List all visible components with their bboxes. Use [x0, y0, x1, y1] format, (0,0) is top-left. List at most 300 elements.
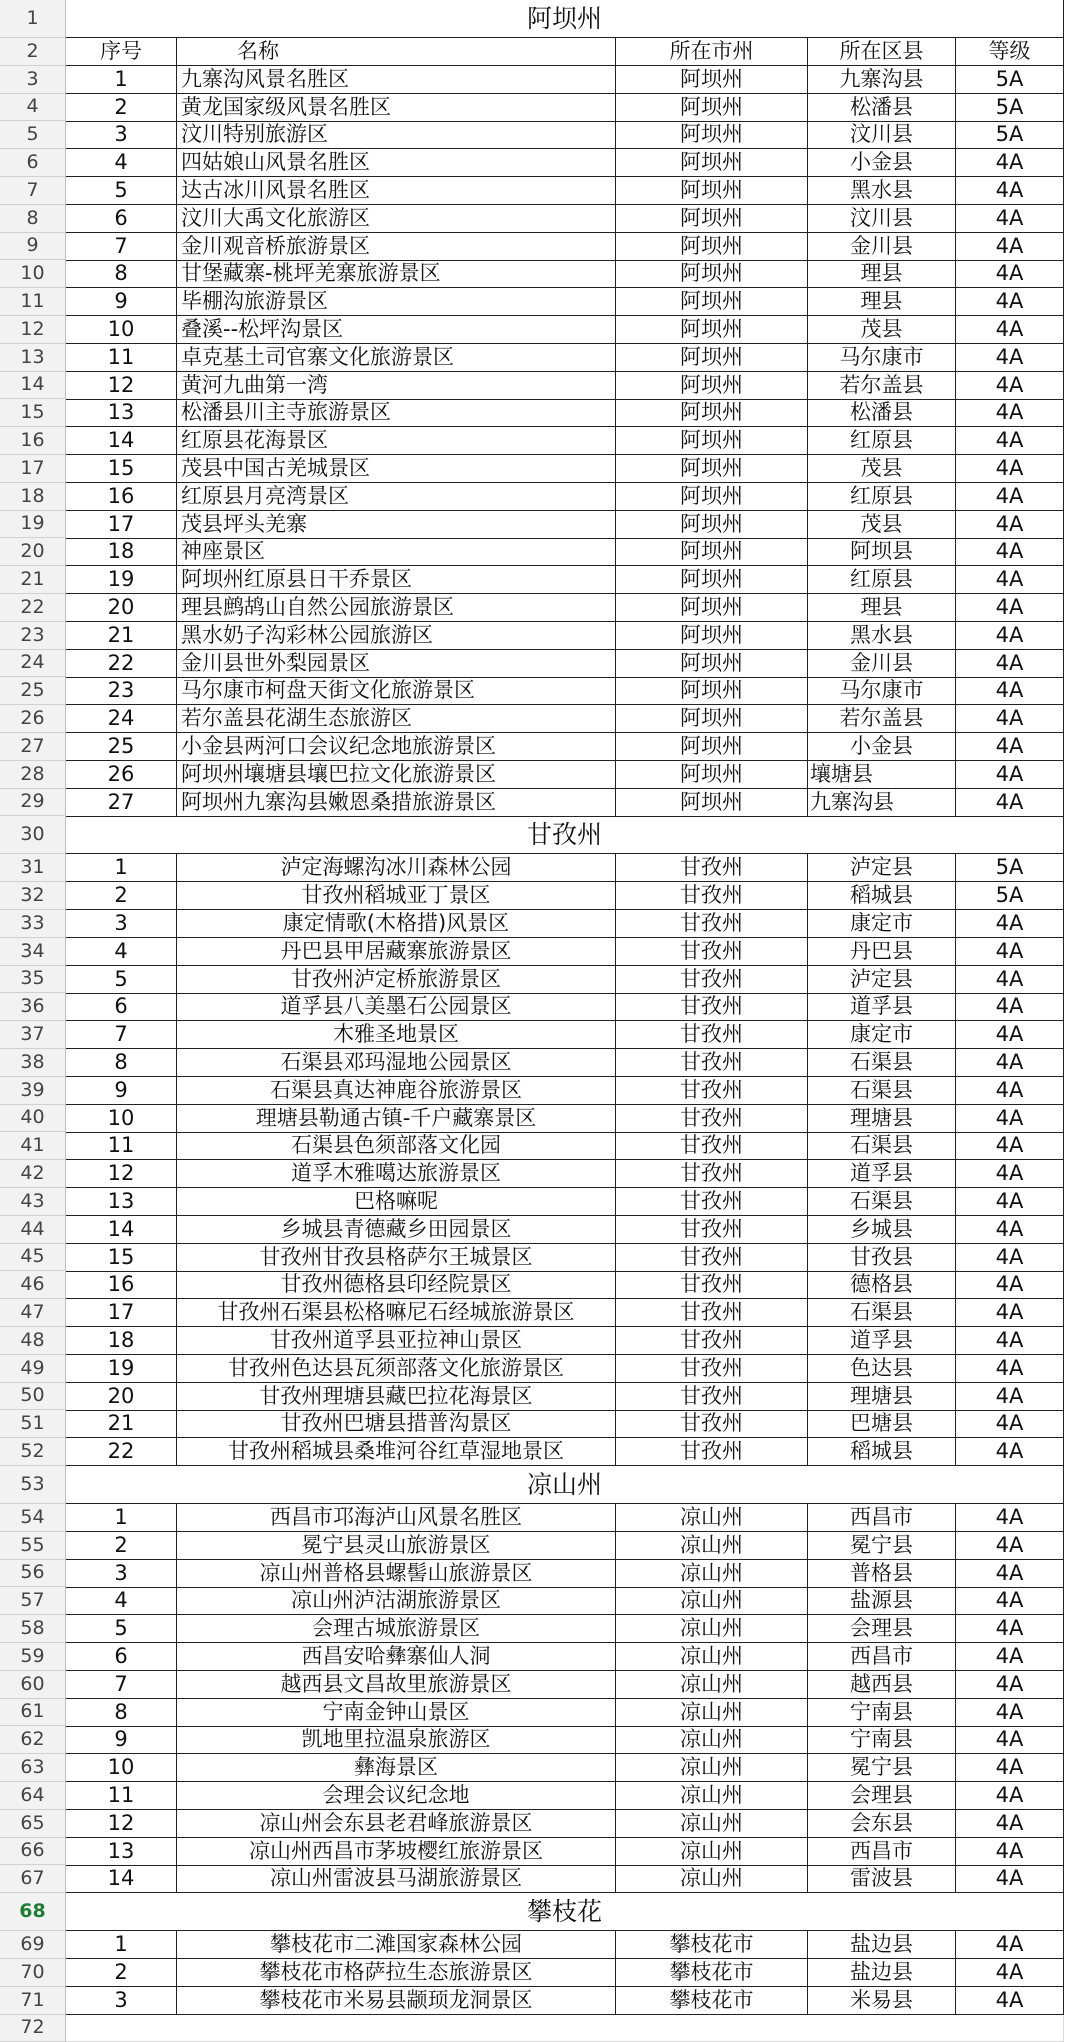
- row-number[interactable]: 55: [0, 1532, 66, 1560]
- cell-city[interactable]: 阿坝州: [616, 538, 808, 566]
- cell-name[interactable]: 甘孜州德格县印经院景区: [177, 1271, 616, 1299]
- row-number[interactable]: 64: [0, 1782, 66, 1810]
- cell-level[interactable]: 4A: [956, 1410, 1064, 1438]
- row-number[interactable]: 62: [0, 1726, 66, 1754]
- cell-seq[interactable]: 22: [66, 1438, 177, 1466]
- cell-seq[interactable]: 3: [66, 121, 177, 149]
- row-number[interactable]: 19: [0, 511, 66, 539]
- cell-level[interactable]: 4A: [956, 1244, 1064, 1272]
- row-number[interactable]: 36: [0, 993, 66, 1021]
- row-number[interactable]: 71: [0, 1987, 66, 2015]
- row-number[interactable]: 24: [0, 650, 66, 678]
- table-row[interactable]: [0, 1726, 1080, 1754]
- cell-county[interactable]: 盐边县: [808, 1931, 956, 1959]
- cell-county[interactable]: 若尔盖县: [808, 705, 956, 733]
- table-row[interactable]: [0, 483, 1080, 511]
- cell-level[interactable]: 4A: [956, 205, 1064, 233]
- cell-county[interactable]: 普格县: [808, 1560, 956, 1588]
- table-row[interactable]: [0, 511, 1080, 539]
- header-seq[interactable]: 序号: [66, 38, 177, 66]
- cell-level[interactable]: 4A: [956, 149, 1064, 177]
- table-row[interactable]: [0, 233, 1080, 261]
- cell-city[interactable]: 阿坝州: [616, 121, 808, 149]
- cell-seq[interactable]: 5: [66, 1615, 177, 1643]
- row-number[interactable]: 28: [0, 761, 66, 789]
- cell-name[interactable]: 茂县中国古羌城景区: [177, 455, 616, 483]
- cell-city[interactable]: 阿坝州: [616, 205, 808, 233]
- cell-seq[interactable]: 12: [66, 1160, 177, 1188]
- cell-level[interactable]: 4A: [956, 733, 1064, 761]
- table-row[interactable]: [0, 205, 1080, 233]
- cell-level[interactable]: 5A: [956, 94, 1064, 122]
- table-row[interactable]: [0, 622, 1080, 650]
- cell-name[interactable]: 会理会议纪念地: [177, 1782, 616, 1810]
- row-number[interactable]: 27: [0, 733, 66, 761]
- row-number[interactable]: 48: [0, 1327, 66, 1355]
- cell-name[interactable]: 松潘县川主寺旅游景区: [177, 399, 616, 427]
- cell-city[interactable]: 甘孜州: [616, 1132, 808, 1160]
- cell-county[interactable]: 会东县: [808, 1810, 956, 1838]
- cell-seq[interactable]: 7: [66, 233, 177, 261]
- cell-seq[interactable]: 2: [66, 94, 177, 122]
- cell-county[interactable]: 石渠县: [808, 1299, 956, 1327]
- cell-level[interactable]: 4A: [956, 1726, 1064, 1754]
- cell-city[interactable]: 阿坝州: [616, 455, 808, 483]
- cell-seq[interactable]: 11: [66, 1132, 177, 1160]
- table-row[interactable]: [0, 566, 1080, 594]
- row-number[interactable]: 72: [0, 2015, 66, 2042]
- column-header-row[interactable]: [0, 38, 1080, 66]
- cell-county[interactable]: 越西县: [808, 1671, 956, 1699]
- cell-level[interactable]: 4A: [956, 483, 1064, 511]
- cell-seq[interactable]: 4: [66, 149, 177, 177]
- section-title-row[interactable]: [0, 1466, 1080, 1504]
- cell-seq[interactable]: 9: [66, 1077, 177, 1105]
- cell-level[interactable]: 4A: [956, 1838, 1064, 1866]
- cell-seq[interactable]: 4: [66, 1587, 177, 1615]
- cell-level[interactable]: 4A: [956, 1327, 1064, 1355]
- row-number[interactable]: 25: [0, 677, 66, 705]
- cell-name[interactable]: 卓克基土司官寨文化旅游景区: [177, 344, 616, 372]
- cell-county[interactable]: 红原县: [808, 566, 956, 594]
- cell-level[interactable]: 4A: [956, 938, 1064, 966]
- row-number[interactable]: 50: [0, 1383, 66, 1411]
- cell-city[interactable]: 凉山州: [616, 1810, 808, 1838]
- cell-level[interactable]: 4A: [956, 1021, 1064, 1049]
- cell-city[interactable]: 阿坝州: [616, 761, 808, 789]
- cell-county[interactable]: 汶川县: [808, 121, 956, 149]
- cell-city[interactable]: 甘孜州: [616, 1077, 808, 1105]
- cell-name[interactable]: 甘孜州巴塘县措普沟景区: [177, 1410, 616, 1438]
- cell-seq[interactable]: 1: [66, 66, 177, 94]
- cell-seq[interactable]: 19: [66, 566, 177, 594]
- cell-county[interactable]: 稻城县: [808, 882, 956, 910]
- cell-name[interactable]: 会理古城旅游景区: [177, 1615, 616, 1643]
- cell-level[interactable]: 4A: [956, 966, 1064, 994]
- cell-seq[interactable]: 7: [66, 1671, 177, 1699]
- cell-county[interactable]: 甘孜县: [808, 1244, 956, 1272]
- cell-city[interactable]: 甘孜州: [616, 1160, 808, 1188]
- cell-name[interactable]: 甘孜州道孚县亚拉神山景区: [177, 1327, 616, 1355]
- cell-city[interactable]: 阿坝州: [616, 622, 808, 650]
- cell-city[interactable]: 甘孜州: [616, 1049, 808, 1077]
- row-number[interactable]: 20: [0, 538, 66, 566]
- cell-city[interactable]: 甘孜州: [616, 938, 808, 966]
- row-number[interactable]: 44: [0, 1216, 66, 1244]
- cell-seq[interactable]: 22: [66, 650, 177, 678]
- cell-seq[interactable]: 9: [66, 288, 177, 316]
- cell-level[interactable]: 4A: [956, 1560, 1064, 1588]
- section-title[interactable]: 阿坝州: [66, 0, 1064, 38]
- cell-name[interactable]: 达古冰川风景名胜区: [177, 177, 616, 205]
- cell-city[interactable]: 阿坝州: [616, 789, 808, 817]
- cell-seq[interactable]: 8: [66, 1049, 177, 1077]
- header-name[interactable]: 名称: [177, 38, 616, 66]
- cell-name[interactable]: 黑水奶子沟彩林公园旅游区: [177, 622, 616, 650]
- cell-city[interactable]: 阿坝州: [616, 233, 808, 261]
- header-level[interactable]: 等级: [956, 38, 1064, 66]
- cell-level[interactable]: 4A: [956, 1271, 1064, 1299]
- cell-level[interactable]: 4A: [956, 316, 1064, 344]
- cell-county[interactable]: 松潘县: [808, 399, 956, 427]
- cell-seq[interactable]: 17: [66, 1299, 177, 1327]
- cell-seq[interactable]: 1: [66, 854, 177, 882]
- cell-city[interactable]: 甘孜州: [616, 1244, 808, 1272]
- row-number[interactable]: 35: [0, 966, 66, 994]
- cell-name[interactable]: 叠溪--松坪沟景区: [177, 316, 616, 344]
- cell-name[interactable]: 越西县文昌故里旅游景区: [177, 1671, 616, 1699]
- cell-name[interactable]: 巴格嘛呢: [177, 1188, 616, 1216]
- table-row[interactable]: [0, 1077, 1080, 1105]
- row-number[interactable]: 12: [0, 316, 66, 344]
- cell-name[interactable]: 凉山州泸沽湖旅游景区: [177, 1587, 616, 1615]
- cell-city[interactable]: 甘孜州: [616, 1021, 808, 1049]
- row-number[interactable]: 67: [0, 1865, 66, 1893]
- table-row[interactable]: [0, 372, 1080, 400]
- cell-county[interactable]: 德格县: [808, 1271, 956, 1299]
- cell-seq[interactable]: 1: [66, 1931, 177, 1959]
- cell-county[interactable]: 理县: [808, 260, 956, 288]
- cell-seq[interactable]: 6: [66, 993, 177, 1021]
- cell-city[interactable]: 阿坝州: [616, 288, 808, 316]
- cell-seq[interactable]: 17: [66, 511, 177, 539]
- cell-city[interactable]: 阿坝州: [616, 483, 808, 511]
- row-number[interactable]: 22: [0, 594, 66, 622]
- cell-county[interactable]: 汶川县: [808, 205, 956, 233]
- cell-name[interactable]: 甘孜州石渠县松格嘛尼石经城旅游景区: [177, 1299, 616, 1327]
- table-row[interactable]: [0, 1615, 1080, 1643]
- cell-name[interactable]: 茂县坪头羌寨: [177, 511, 616, 539]
- table-row[interactable]: [0, 966, 1080, 994]
- cell-county[interactable]: 宁南县: [808, 1699, 956, 1727]
- cell-level[interactable]: 4A: [956, 1699, 1064, 1727]
- cell-name[interactable]: 凉山州会东县老君峰旅游景区: [177, 1810, 616, 1838]
- cell-name[interactable]: 凉山州西昌市茅坡樱红旅游景区: [177, 1838, 616, 1866]
- section-title-row[interactable]: [0, 1893, 1080, 1931]
- cell-county[interactable]: 壤塘县: [808, 761, 956, 789]
- table-row[interactable]: [0, 1049, 1080, 1077]
- cell-seq[interactable]: 5: [66, 177, 177, 205]
- cell-name[interactable]: 甘堡藏寨-桃坪羌寨旅游景区: [177, 260, 616, 288]
- table-row[interactable]: [0, 1271, 1080, 1299]
- cell-name[interactable]: 道孚县八美墨石公园景区: [177, 993, 616, 1021]
- row-number[interactable]: 29: [0, 789, 66, 817]
- row-number[interactable]: 5: [0, 121, 66, 149]
- table-row[interactable]: [0, 1504, 1080, 1532]
- cell-name[interactable]: 黄河九曲第一湾: [177, 372, 616, 400]
- table-row[interactable]: [0, 910, 1080, 938]
- cell-city[interactable]: 甘孜州: [616, 1355, 808, 1383]
- cell-seq[interactable]: 18: [66, 538, 177, 566]
- table-row[interactable]: [0, 66, 1080, 94]
- cell-city[interactable]: 攀枝花市: [616, 1931, 808, 1959]
- table-row[interactable]: [0, 427, 1080, 455]
- row-number[interactable]: 60: [0, 1671, 66, 1699]
- cell-county[interactable]: 马尔康市: [808, 344, 956, 372]
- cell-city[interactable]: 阿坝州: [616, 677, 808, 705]
- cell-level[interactable]: 4A: [956, 288, 1064, 316]
- cell-name[interactable]: 冕宁县灵山旅游景区: [177, 1532, 616, 1560]
- cell-city[interactable]: 甘孜州: [616, 993, 808, 1021]
- row-number[interactable]: 17: [0, 455, 66, 483]
- row-number[interactable]: 54: [0, 1504, 66, 1532]
- cell-name[interactable]: 理塘县勒通古镇-千户藏寨景区: [177, 1105, 616, 1133]
- cell-level[interactable]: 4A: [956, 1810, 1064, 1838]
- cell-county[interactable]: 西昌市: [808, 1838, 956, 1866]
- cell-county[interactable]: 色达县: [808, 1355, 956, 1383]
- table-row[interactable]: [0, 94, 1080, 122]
- table-row[interactable]: [0, 149, 1080, 177]
- cell-county[interactable]: 九寨沟县: [808, 789, 956, 817]
- row-number[interactable]: 21: [0, 566, 66, 594]
- cell-level[interactable]: 4A: [956, 1959, 1064, 1987]
- cell-county[interactable]: 巴塘县: [808, 1410, 956, 1438]
- cell-county[interactable]: 金川县: [808, 650, 956, 678]
- cell-county[interactable]: 会理县: [808, 1615, 956, 1643]
- table-row[interactable]: [0, 260, 1080, 288]
- cell-seq[interactable]: 27: [66, 789, 177, 817]
- table-row[interactable]: [0, 1671, 1080, 1699]
- cell-name[interactable]: 攀枝花市二滩国家森林公园: [177, 1931, 616, 1959]
- cell-name[interactable]: 甘孜州理塘县藏巴拉花海景区: [177, 1383, 616, 1411]
- cell-name[interactable]: 汶川大禹文化旅游区: [177, 205, 616, 233]
- cell-city[interactable]: 凉山州: [616, 1865, 808, 1893]
- cell-seq[interactable]: 12: [66, 1810, 177, 1838]
- cell-city[interactable]: 凉山州: [616, 1754, 808, 1782]
- cell-name[interactable]: 康定情歌(木格措)风景区: [177, 910, 616, 938]
- table-row[interactable]: [0, 538, 1080, 566]
- cell-city[interactable]: 凉山州: [616, 1504, 808, 1532]
- cell-name[interactable]: 彝海景区: [177, 1754, 616, 1782]
- cell-level[interactable]: 4A: [956, 1615, 1064, 1643]
- table-row[interactable]: [0, 993, 1080, 1021]
- table-row[interactable]: [0, 1299, 1080, 1327]
- cell-seq[interactable]: 6: [66, 205, 177, 233]
- cell-city[interactable]: 凉山州: [616, 1615, 808, 1643]
- cell-name[interactable]: 宁南金钟山景区: [177, 1699, 616, 1727]
- cell-level[interactable]: 4A: [956, 761, 1064, 789]
- cell-county[interactable]: 康定市: [808, 910, 956, 938]
- row-number[interactable]: 63: [0, 1754, 66, 1782]
- cell-level[interactable]: 4A: [956, 622, 1064, 650]
- cell-city[interactable]: 甘孜州: [616, 1105, 808, 1133]
- cell-county[interactable]: 冕宁县: [808, 1532, 956, 1560]
- cell-seq[interactable]: 15: [66, 455, 177, 483]
- cell-city[interactable]: 攀枝花市: [616, 1959, 808, 1987]
- cell-level[interactable]: 4A: [956, 1865, 1064, 1893]
- cell-county[interactable]: 稻城县: [808, 1438, 956, 1466]
- cell-county[interactable]: 丹巴县: [808, 938, 956, 966]
- cell-city[interactable]: 阿坝州: [616, 372, 808, 400]
- empty-row[interactable]: [0, 2015, 1080, 2042]
- cell-level[interactable]: 4A: [956, 1355, 1064, 1383]
- cell-city[interactable]: 阿坝州: [616, 149, 808, 177]
- table-row[interactable]: [0, 789, 1080, 817]
- cell-level[interactable]: 4A: [956, 1643, 1064, 1671]
- cell-county[interactable]: 若尔盖县: [808, 372, 956, 400]
- cell-seq[interactable]: 21: [66, 622, 177, 650]
- cell-seq[interactable]: 3: [66, 910, 177, 938]
- cell-county[interactable]: 石渠县: [808, 1188, 956, 1216]
- cell-name[interactable]: 凯地里拉温泉旅游区: [177, 1726, 616, 1754]
- cell-name[interactable]: 阿坝州壤塘县壤巴拉文化旅游景区: [177, 761, 616, 789]
- cell-level[interactable]: 4A: [956, 455, 1064, 483]
- cell-level[interactable]: 4A: [956, 538, 1064, 566]
- row-number[interactable]: 33: [0, 910, 66, 938]
- cell-city[interactable]: 凉山州: [616, 1838, 808, 1866]
- table-row[interactable]: [0, 1987, 1080, 2015]
- cell-seq[interactable]: 20: [66, 1383, 177, 1411]
- cell-seq[interactable]: 18: [66, 1327, 177, 1355]
- cell-level[interactable]: 4A: [956, 1754, 1064, 1782]
- empty-cell[interactable]: [66, 2015, 1064, 2042]
- cell-seq[interactable]: 13: [66, 1838, 177, 1866]
- cell-level[interactable]: 4A: [956, 1987, 1064, 2015]
- row-number[interactable]: 49: [0, 1355, 66, 1383]
- table-row[interactable]: [0, 1587, 1080, 1615]
- row-number[interactable]: 8: [0, 205, 66, 233]
- row-number[interactable]: 41: [0, 1132, 66, 1160]
- cell-name[interactable]: 甘孜州稻城县桑堆河谷红草湿地景区: [177, 1438, 616, 1466]
- cell-city[interactable]: 甘孜州: [616, 1410, 808, 1438]
- table-row[interactable]: [0, 177, 1080, 205]
- cell-name[interactable]: 凉山州普格县螺髻山旅游景区: [177, 1560, 616, 1588]
- row-number[interactable]: 43: [0, 1188, 66, 1216]
- table-row[interactable]: [0, 1188, 1080, 1216]
- row-number[interactable]: 13: [0, 344, 66, 372]
- table-row[interactable]: [0, 1383, 1080, 1411]
- cell-level[interactable]: 5A: [956, 66, 1064, 94]
- row-number[interactable]: 39: [0, 1077, 66, 1105]
- cell-seq[interactable]: 20: [66, 594, 177, 622]
- cell-county[interactable]: 黑水县: [808, 622, 956, 650]
- cell-level[interactable]: 5A: [956, 854, 1064, 882]
- cell-level[interactable]: 4A: [956, 260, 1064, 288]
- cell-county[interactable]: 米易县: [808, 1987, 956, 2015]
- cell-level[interactable]: 4A: [956, 1532, 1064, 1560]
- cell-name[interactable]: 理县鹧鸪山自然公园旅游景区: [177, 594, 616, 622]
- cell-seq[interactable]: 12: [66, 372, 177, 400]
- cell-county[interactable]: 小金县: [808, 733, 956, 761]
- table-row[interactable]: [0, 1355, 1080, 1383]
- cell-level[interactable]: 4A: [956, 1504, 1064, 1532]
- table-row[interactable]: [0, 1438, 1080, 1466]
- cell-name[interactable]: 石渠县真达神鹿谷旅游景区: [177, 1077, 616, 1105]
- cell-city[interactable]: 阿坝州: [616, 316, 808, 344]
- cell-level[interactable]: 4A: [956, 1931, 1064, 1959]
- cell-name[interactable]: 乡城县青德藏乡田园景区: [177, 1216, 616, 1244]
- cell-city[interactable]: 凉山州: [616, 1699, 808, 1727]
- row-number[interactable]: 58: [0, 1615, 66, 1643]
- section-title[interactable]: 凉山州: [66, 1466, 1064, 1504]
- table-row[interactable]: [0, 288, 1080, 316]
- table-row[interactable]: [0, 121, 1080, 149]
- row-number[interactable]: 1: [0, 0, 66, 38]
- cell-county[interactable]: 九寨沟县: [808, 66, 956, 94]
- cell-county[interactable]: 马尔康市: [808, 677, 956, 705]
- cell-city[interactable]: 阿坝州: [616, 650, 808, 678]
- cell-seq[interactable]: 9: [66, 1726, 177, 1754]
- cell-county[interactable]: 石渠县: [808, 1077, 956, 1105]
- cell-seq[interactable]: 6: [66, 1643, 177, 1671]
- cell-city[interactable]: 甘孜州: [616, 1188, 808, 1216]
- cell-city[interactable]: 凉山州: [616, 1587, 808, 1615]
- row-number[interactable]: 57: [0, 1587, 66, 1615]
- cell-county[interactable]: 黑水县: [808, 177, 956, 205]
- cell-name[interactable]: 神座景区: [177, 538, 616, 566]
- row-number[interactable]: 14: [0, 372, 66, 400]
- cell-city[interactable]: 凉山州: [616, 1671, 808, 1699]
- cell-county[interactable]: 宁南县: [808, 1726, 956, 1754]
- cell-level[interactable]: 4A: [956, 372, 1064, 400]
- row-number[interactable]: 42: [0, 1160, 66, 1188]
- table-row[interactable]: [0, 344, 1080, 372]
- table-row[interactable]: [0, 1105, 1080, 1133]
- cell-level[interactable]: 4A: [956, 1782, 1064, 1810]
- cell-city[interactable]: 甘孜州: [616, 1299, 808, 1327]
- cell-city[interactable]: 阿坝州: [616, 66, 808, 94]
- cell-city[interactable]: 阿坝州: [616, 94, 808, 122]
- cell-city[interactable]: 阿坝州: [616, 511, 808, 539]
- row-number[interactable]: 38: [0, 1049, 66, 1077]
- row-number[interactable]: 68: [0, 1893, 66, 1931]
- row-number[interactable]: 31: [0, 854, 66, 882]
- section-title-row[interactable]: [0, 0, 1080, 38]
- cell-name[interactable]: 甘孜州泸定桥旅游景区: [177, 966, 616, 994]
- cell-level[interactable]: 5A: [956, 121, 1064, 149]
- cell-city[interactable]: 甘孜州: [616, 1438, 808, 1466]
- cell-level[interactable]: 4A: [956, 705, 1064, 733]
- row-number[interactable]: 40: [0, 1105, 66, 1133]
- row-number[interactable]: 7: [0, 177, 66, 205]
- cell-name[interactable]: 石渠县邓玛湿地公园景区: [177, 1049, 616, 1077]
- cell-seq[interactable]: 2: [66, 1959, 177, 1987]
- cell-city[interactable]: 甘孜州: [616, 910, 808, 938]
- cell-city[interactable]: 阿坝州: [616, 427, 808, 455]
- table-row[interactable]: [0, 1244, 1080, 1272]
- cell-name[interactable]: 红原县月亮湾景区: [177, 483, 616, 511]
- cell-level[interactable]: 4A: [956, 344, 1064, 372]
- cell-name[interactable]: 攀枝花市格萨拉生态旅游景区: [177, 1959, 616, 1987]
- row-number[interactable]: 46: [0, 1271, 66, 1299]
- cell-seq[interactable]: 8: [66, 1699, 177, 1727]
- row-number[interactable]: 53: [0, 1466, 66, 1504]
- table-row[interactable]: [0, 938, 1080, 966]
- row-number[interactable]: 45: [0, 1244, 66, 1272]
- cell-county[interactable]: 金川县: [808, 233, 956, 261]
- table-row[interactable]: [0, 761, 1080, 789]
- row-number[interactable]: 51: [0, 1410, 66, 1438]
